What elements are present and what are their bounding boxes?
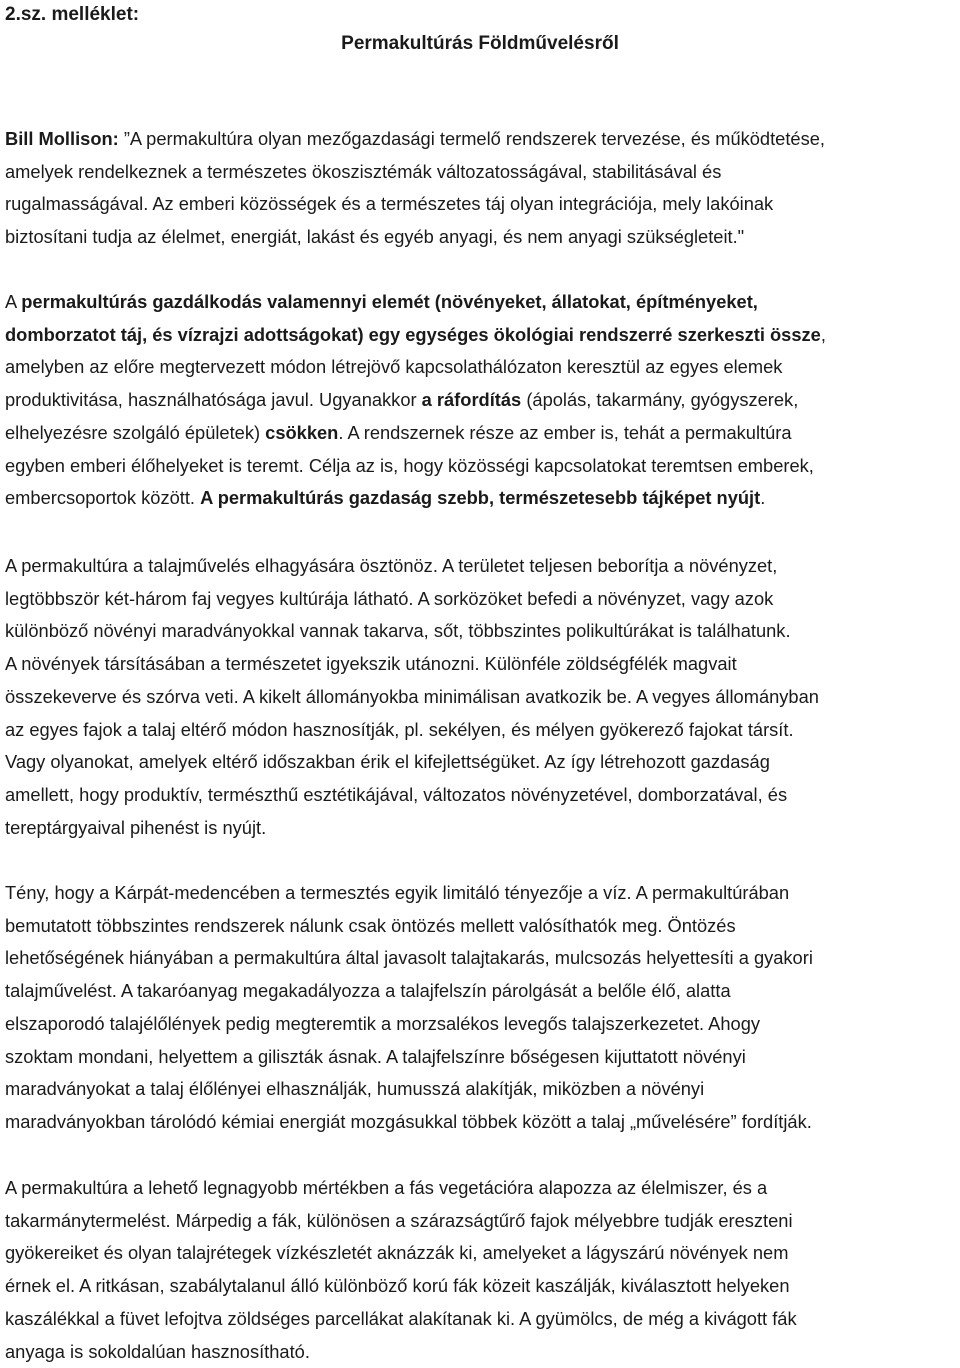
text-line: anyaga is sokoldalúan hasznosítható. xyxy=(5,1340,310,1362)
text-line: kaszálékkal a füvet lefojtva zöldséges parcellákat alakítanak ki. A gyümölcs, de még a kivágott fák xyxy=(5,1307,797,1329)
text-line: lehetőségének hiányában a permakultúra által javasolt talajtakarás, mulcsozás helyettesíti a gyakori xyxy=(5,947,813,969)
text-run: ”A permakultúra olyan mezőgazdasági termelő rendszerek tervezése, és működtetése, xyxy=(118,128,825,149)
text-line: maradványokat a talaj élőlényei elhasználják, humusszá alakítják, miközben a növényi xyxy=(5,1078,705,1100)
text-line: bemutatott többszintes rendszerek nálunk csak öntözés mellett valósíthatók meg. Öntözés xyxy=(5,914,736,936)
text-line: takarmánytermelést. Márpedig a fák, különösen a szárazságtűrő fajok mélyebbre tudják ereszteni xyxy=(5,1209,793,1231)
paragraph-no-tillage xyxy=(5,550,960,844)
text-line: amelyben az előre megtervezett módon létrejövő kapcsolathálózaton keresztül az egyes elemek xyxy=(5,356,783,378)
text-line xyxy=(5,482,960,515)
text-line: rugalmasságával. Az emberi közösségek és a természetes táj olyan integrációja, mely lakóinak xyxy=(5,193,774,215)
text-run: . xyxy=(760,487,766,509)
bold-run: domborzatot táj, és vízrajzi adottságokat) egy egységes ökológiai rendszerré szerkeszti össze xyxy=(5,323,821,345)
text-line xyxy=(5,286,960,319)
text-line: maradványokban tárolódó kémiai energiát mozgásukkal többek között a talaj „művelésére” fordítják. xyxy=(5,1110,812,1132)
text-line: tereptárgyaival pihenést is nyújt. xyxy=(5,816,267,838)
text-line: szoktam mondani, helyettem a giliszták ásnak. A talajfelszínre bőségesen kijuttatott növényi xyxy=(5,1045,746,1067)
text-run: , xyxy=(820,323,826,345)
text-line: összekeverve és szórva veti. A kikelt állományokba minimálisan avatkozik be. A vegyes állományban xyxy=(5,685,819,707)
text-line: különböző növényi maradványokkal vannak takarva, sőt, többszintes polikultúrákat is találhatunk. xyxy=(5,620,791,642)
paragraph-woody-vegetation xyxy=(5,1172,960,1368)
text-line: legtöbbször két-három faj vegyes kultúrája látható. A sorközöket befedi a növényzet, vagy azok xyxy=(5,587,774,609)
text-line: elszaporodó talajélőlények pedig megteremtik a morzsalékos levegős talajszerkezetet. Ahogy xyxy=(5,1012,761,1034)
text-line xyxy=(5,123,960,156)
bold-run: a ráfordítás xyxy=(421,389,522,411)
paragraph-water-mulching xyxy=(5,877,960,1139)
text-line: érnek el. A ritkásan, szabálytalanul álló különböző korú fák közeit kaszálják, kiválasztott helyeken xyxy=(5,1275,790,1297)
text-line: Vagy olyanokat, amelyek eltérő időszakban érik el kifejlettségüket. Az így létrehozott gazdaság xyxy=(5,751,770,773)
text-line: gyökereiket és olyan talajrétegek vízkészletét aknázzák ki, amelyeket a lágyszárú növények nem xyxy=(5,1242,789,1264)
text-line xyxy=(5,417,960,450)
text-line: A permakultúra a lehető legnagyobb mértékben a fás vegetációra alapozza az élelmiszer, és a xyxy=(5,1177,768,1198)
text-line: amelyek rendelkeznek a természetes ökoszisztémák változatosságával, stabilitásával és xyxy=(5,160,722,182)
text-line: egyben emberi élőhelyeket is teremt. Célja az is, hogy közösségi kapcsolatokat teremtsen emberek, xyxy=(5,454,814,476)
text-line: A permakultúra a talajművelés elhagyására ösztönöz. A területet teljesen beborítja a növényzet, xyxy=(5,555,778,576)
text-line xyxy=(5,384,960,417)
text-line: az egyes fajok a talaj eltérő módon hasznosítják, pl. sekélyen, és mélyen gyökerező fajokat társít. xyxy=(5,718,794,740)
quote-author: Bill Mollison: xyxy=(5,128,119,149)
document-title: Permakultúrás Földművelésről xyxy=(341,33,619,54)
bold-run: permakultúrás gazdálkodás valamennyi elemét (növényeket, állatokat, építményeket, xyxy=(21,291,758,312)
text-line: amellett, hogy produktív, természthű esztétikájával, változatos növényzetével, domborzatával, és xyxy=(5,783,788,805)
text-line: A növények társításában a természetet igyekszik utánozni. Különféle zöldségfélék magvait xyxy=(5,653,737,675)
text-run: (ápolás, takarmány, gyógyszerek, xyxy=(521,389,799,411)
text-run: . A rendszernek része az ember is, tehát a permakultúra xyxy=(338,421,792,443)
paragraph-permaculture-farming xyxy=(5,286,960,515)
text-line xyxy=(5,319,960,352)
bold-run: A permakultúrás gazdaság szebb, természetesebb tájképet nyújt xyxy=(200,487,761,509)
bold-run: csökken xyxy=(265,421,339,443)
text-run: embercsoportok között. xyxy=(5,487,201,509)
text-run: A xyxy=(5,291,22,312)
text-line: biztosítani tudja az élelmet, energiát, lakást és egyéb anyagi, és nem anyagi szükségleteit." xyxy=(5,226,745,248)
text-line: Tény, hogy a Kárpát-medencében a termesztés egyik limitáló tényezője a víz. A permakultúrában xyxy=(5,882,790,903)
text-run: elhelyezésre szolgáló épületek) xyxy=(5,421,266,443)
text-run: produktivitása, használhatósága javul. Ugyanakkor xyxy=(5,389,422,411)
text-line: talajművelést. A takaróanyag megakadályozza a talajfelszín párolgását a belőle élő, alatta xyxy=(5,980,731,1002)
paragraph-mollison-quote xyxy=(5,123,960,254)
annex-label: 2.sz. melléklet: xyxy=(5,4,140,25)
